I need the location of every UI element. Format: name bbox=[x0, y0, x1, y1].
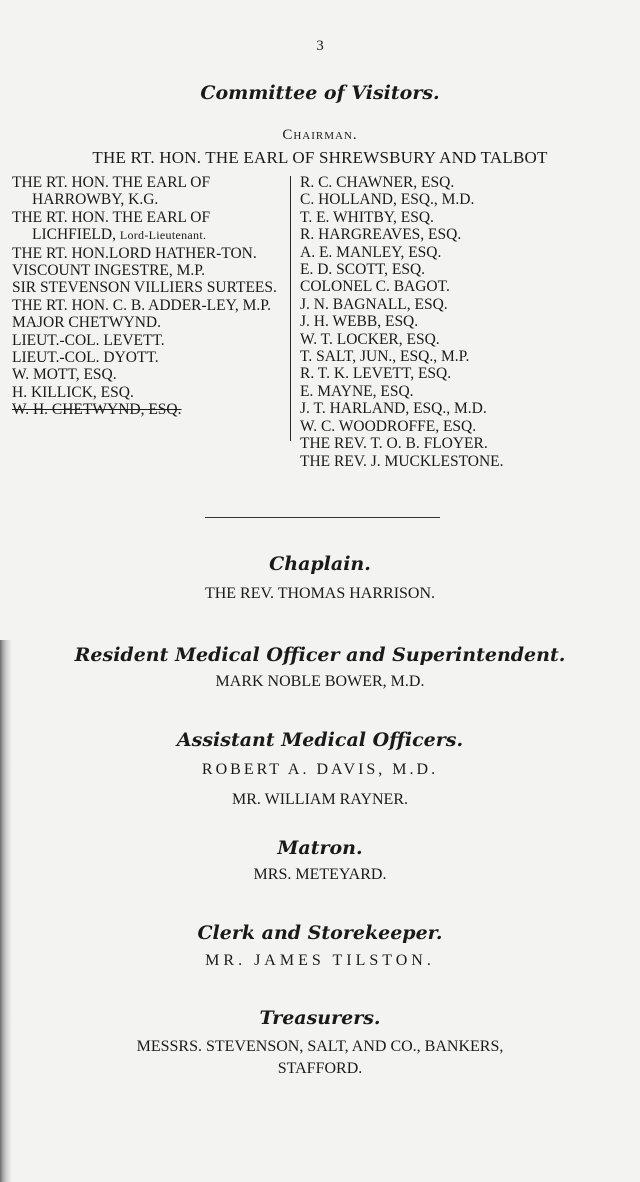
chaplain-heading: Chaplain. bbox=[269, 553, 371, 575]
committee-member: E. D. SCOTT, ESQ. bbox=[300, 261, 426, 279]
committee-member: R. HARGREAVES, ESQ. bbox=[300, 226, 462, 244]
committee-member: H. KILLICK, ESQ. bbox=[12, 383, 134, 401]
committee-member: COLONEL C. BAGOT. bbox=[300, 278, 450, 296]
committee-member: LIEUT.-COL. LEVETT. bbox=[12, 331, 165, 349]
resident-medical-name: MARK NOBLE BOWER, M.D. bbox=[215, 673, 425, 690]
committee-member: R. T. K. LEVETT, ESQ. bbox=[300, 365, 452, 383]
clerk-heading: Clerk and Storekeeper. bbox=[197, 922, 443, 944]
clerk-name: MR. JAMES TILSTON. bbox=[205, 952, 435, 969]
committee-member: W. T. LOCKER, ESQ. bbox=[300, 330, 440, 348]
committee-member: T. E. WHITBY, ESQ. bbox=[300, 208, 434, 226]
assistant-medical-name: MR. WILLIAM RAYNER. bbox=[231, 791, 408, 808]
assistant-medical-heading: Assistant Medical Officers. bbox=[176, 729, 464, 751]
treasurers-line: STAFFORD. bbox=[277, 1060, 363, 1077]
matron-name: MRS. METEYARD. bbox=[253, 866, 387, 883]
committee-member: W. C. WOODROFFE, ESQ. bbox=[300, 417, 477, 435]
committee-member: LIEUT.-COL. DYOTT. bbox=[12, 349, 159, 367]
resident-medical-heading: Resident Medical Officer and Superintendent. bbox=[74, 644, 566, 666]
committee-member: J. T. HARLAND, ESQ., M.D. bbox=[300, 400, 487, 418]
member-title: Lord-Lieutenant. bbox=[119, 228, 207, 243]
committee-member: THE RT. HON.LORD HATHER-TON. bbox=[12, 244, 257, 262]
committee-member: A. E. MANLEY, ESQ. bbox=[300, 243, 442, 261]
chairman-label: Chairman. bbox=[282, 127, 358, 143]
page-number: 3 bbox=[316, 38, 324, 54]
committee-member: T. SALT, JUN., ESQ., M.P. bbox=[300, 348, 470, 366]
committee-member: MAJOR CHETWYND. bbox=[12, 314, 161, 332]
committee-left-column bbox=[12, 174, 287, 419]
committee-member: C. HOLLAND, ESQ., M.D. bbox=[300, 191, 475, 209]
committee-member: VISCOUNT INGESTRE, M.P. bbox=[12, 262, 206, 280]
committee-member: R. C. CHAWNER, ESQ. bbox=[300, 174, 455, 191]
matron-heading: Matron. bbox=[277, 837, 363, 859]
committee-member: E. MAYNE, ESQ. bbox=[300, 382, 414, 400]
page-edge-shadow bbox=[0, 640, 12, 1182]
committee-member: W. MOTT, ESQ. bbox=[12, 366, 117, 384]
committee-right-column bbox=[300, 174, 630, 470]
committee-title: Committee of Visitors. bbox=[200, 82, 440, 104]
assistant-medical-name: ROBERT A. DAVIS, M.D. bbox=[201, 761, 439, 778]
committee-member: J. N. BAGNALL, ESQ. bbox=[300, 295, 448, 313]
member-name: THE RT. HON. THE EARL OF LICHFIELD, bbox=[12, 208, 211, 244]
chairman-name: THE RT. HON. THE EARL OF SHREWSBURY AND TALBOT bbox=[92, 148, 548, 167]
committee-member-struck: W. H. CHETWYND, ESQ. bbox=[12, 401, 182, 419]
committee-member: THE RT. HON. C. B. ADDER-LEY, M.P. bbox=[12, 296, 271, 314]
committee-member: THE REV. J. MUCKLESTONE. bbox=[300, 452, 504, 470]
chaplain-name: THE REV. THOMAS HARRISON. bbox=[204, 585, 436, 602]
committee-member bbox=[12, 209, 287, 245]
treasurers-heading: Treasurers. bbox=[259, 1007, 381, 1029]
column-divider bbox=[290, 176, 291, 441]
committee-member: THE REV. T. O. B. FLOYER. bbox=[300, 435, 488, 453]
section-rule bbox=[205, 517, 440, 518]
treasurers-line: MESSRS. STEVENSON, SALT, AND CO., BANKERS, bbox=[136, 1038, 504, 1055]
committee-member: SIR STEVENSON VILLIERS SURTEES. bbox=[12, 279, 277, 297]
committee-member: J. H. WEBB, ESQ. bbox=[300, 313, 419, 331]
committee-member: THE RT. HON. THE EARL OF HARROWBY, K.G. bbox=[12, 174, 211, 209]
